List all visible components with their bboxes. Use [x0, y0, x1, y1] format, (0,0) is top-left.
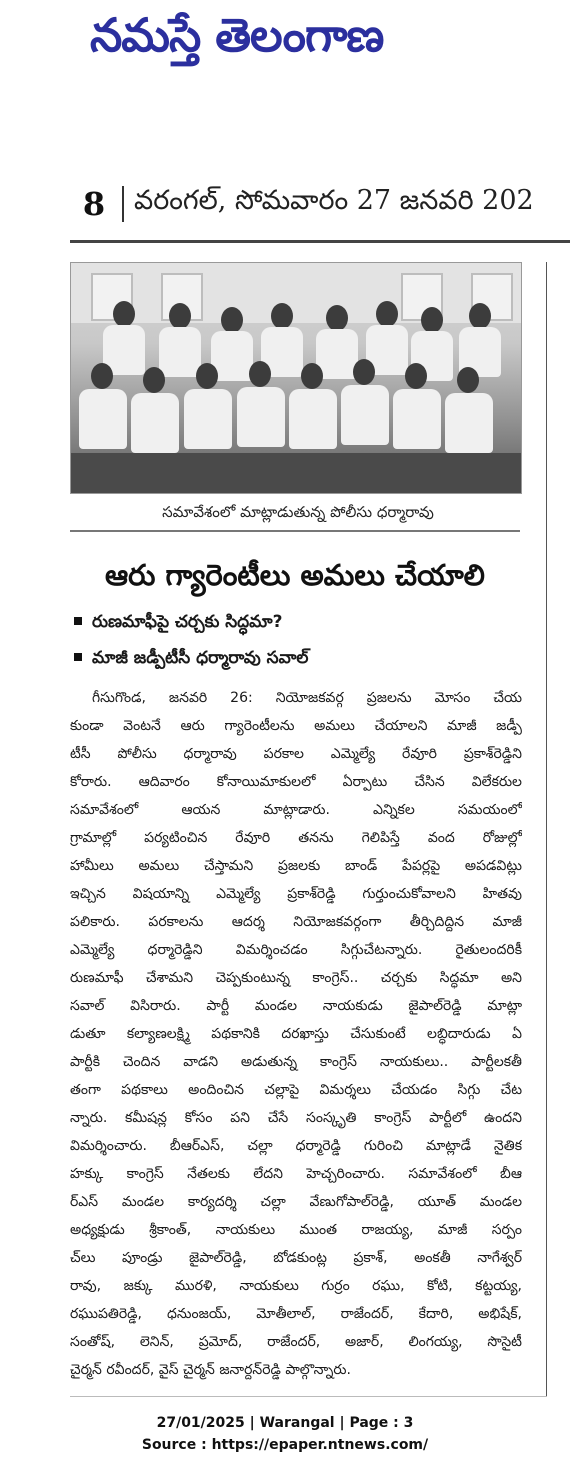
article-line: కుండా వెంటనే ఆరు గ్యారెంటీలను అమలు చేయాలని మాజీ జడ్పీ [70, 718, 522, 734]
article-line: న్నారు. కమీషన్ల కోసం పని చేసే సంస్కృతి కాంగ్రెస్ పార్టీలో ఉందని [70, 1110, 522, 1126]
article-line: విమర్శించారు. బీఆర్‌ఎస్, చల్లా ధర్మారెడ్డి గురించి మాట్లాడే నైతిక [70, 1138, 522, 1154]
article-line: టీసీ పోలీసు ధర్మారావు పరకాల ఎమ్మెల్యే రేవూరి ప్రకాశ్‌రెడ్డిని [70, 746, 522, 762]
article-line: పార్టీకి చెందిన వాడని అడుతున్న కాంగ్రెస్ నాయకులు.. పార్టీలకతీ [70, 1054, 522, 1070]
bullet-square-icon [74, 617, 82, 625]
column-rule [546, 262, 547, 1397]
footer-source-line: Source : https://epaper.ntnews.com/ [141, 1437, 429, 1453]
news-photo [70, 262, 522, 494]
article-line: రఘుపతిరెడ్డి, ధనుంజయ్, మోతీలాల్, రాజేందర్, కేదారి, అభిషేక్, [70, 1306, 522, 1322]
article-line: చ్‌లు పూండ్రు జైపాల్‌రెడ్డి, బోడకుంట్ల ప్రకాశ్, అంకతీ నాగేశ్వర్ [70, 1250, 522, 1266]
person-shirt [79, 389, 127, 449]
person-head [169, 303, 191, 329]
article-headline: ఆరు గ్యారెంటీలు అమలు చేయాలి [105, 558, 485, 592]
article-line: అధ్యక్షుడు శ్రీకాంత్, నాయకులు ముంత రాజయ్య, మాజీ సర్పం [70, 1222, 522, 1238]
article-line: రుణమాఫీ చేశామని చెప్పకుంటున్న కాంగ్రెస్.. చర్చకు సిద్ధమా అని [70, 970, 522, 986]
bottom-rule [70, 1396, 547, 1397]
article-line: ఇచ్చిన విషయాన్ని ఎమ్మెల్యే ప్రకాశ్‌రెడ్డి గుర్తుంచుకోవాలని హితవు [70, 886, 522, 902]
article-line: గీసుగొండ, జనవరి 26: నియోజకవర్గ ప్రజలను మోసం చేయ [92, 690, 522, 706]
article-line: ర్‌ఎస్ మండల కార్యదర్శి చల్లా వేణుగోపాల్‌రెడ్డి, యూత్ మండల [70, 1194, 522, 1210]
person-head [271, 303, 293, 329]
person-head [353, 359, 375, 385]
article-line: సమావేశంలో ఆయన మాట్లాడారు. ఎన్నికల సమయంలో [70, 802, 522, 818]
person-head [91, 363, 113, 389]
article-line: పలికారు. పరకాలను ఆదర్శ నియోజకవర్గంగా తీర్చిదిద్దిన మాజీ [70, 914, 522, 930]
person-head [113, 301, 135, 327]
article-line: తంగా పథకాలు అందించిన చల్లాపై విమర్శలు చేయడం సిగ్గు చేట [70, 1082, 522, 1098]
person-shirt [131, 393, 179, 453]
article-line: హామీలు అమలు చేస్తామని ప్రజలకు బాండ్ పేపర్లపై అపడవిట్లు [70, 858, 522, 874]
person-head [221, 307, 243, 333]
photo-floor [71, 453, 521, 493]
article-line: సంతోష్, లెనిన్, ప్రమోద్, రాజేందర్, అజార్, లింగయ్య, సొసైటీ [70, 1334, 522, 1350]
page-number: 8 [82, 185, 106, 223]
person-head [405, 363, 427, 389]
article-bullet [72, 608, 512, 636]
person-shirt [184, 389, 232, 449]
person-head [143, 367, 165, 393]
source-footer [0, 1412, 570, 1456]
person-head [421, 307, 443, 333]
photo-wall [71, 263, 521, 323]
person-shirt [237, 387, 285, 447]
article-bullet [72, 644, 512, 672]
bullet-text: రుణమాఫీపై చర్చకు సిద్ధమా? [92, 612, 283, 632]
caption-rule [70, 530, 520, 532]
article-body [70, 684, 522, 1384]
article-line: సవాల్ విసిరారు. పార్టీ మండల నాయకుడు జైపాల్‌రెడ్డి మాట్లా [70, 998, 522, 1014]
newspaper-masthead: నమస్తే తెలంగాణ [90, 8, 384, 62]
header-rule [70, 240, 570, 243]
person-shirt [289, 389, 337, 449]
person-head [326, 305, 348, 331]
article-line: గ్రామాల్లో పర్యటించిన రేవూరి తనను గెలిపిస్తే వంద రోజుల్లో [70, 830, 522, 846]
article-line: హక్కు కాంగ్రెస్ నేతలకు లేదని హెచ్చరించారు. సమావేశంలో బీఆ [70, 1166, 522, 1182]
person-head [196, 363, 218, 389]
person-head [469, 303, 491, 329]
person-shirt [445, 393, 493, 453]
dateline-text: వరంగల్, సోమవారం 27 జనవరి 202 [134, 185, 534, 216]
person-shirt [159, 327, 201, 377]
person-head [301, 363, 323, 389]
person-head [249, 361, 271, 387]
article-line: డుతూ కల్యాణలక్ష్మి పథకానికి దరఖాస్తు చేసుకుంటే లబ్ధిదారుడు ఏ [70, 1026, 522, 1042]
article-line: చైర్మన్ రవీందర్, వైస్ చైర్మన్ జనార్దన్‌రెడ్డి పాల్గొన్నారు. [70, 1362, 351, 1378]
person-shirt [393, 389, 441, 449]
photo-caption: సమావేశంలో మాట్లాడుతున్న పోలీసు ధర్మారావు [162, 503, 434, 521]
footer-date-line: 27/01/2025 | Warangal | Page : 3 [156, 1415, 414, 1431]
article-line: ఎమ్మెల్యే ధర్మారెడ్డిని విమర్శించడం సిగ్గుచేటన్నారు. రైతులందరికీ [70, 942, 522, 958]
dateline [70, 178, 570, 230]
person-head [376, 301, 398, 327]
bullet-text: మాజీ జడ్పీటీసీ ధర్మారావు సవాల్ [92, 648, 309, 668]
article-line: కోరారు. ఆదివారం కోనాయిమాకులలో ఏర్పాటు చేసిన విలేకరుల [70, 774, 522, 790]
divider [122, 186, 124, 222]
bullet-square-icon [74, 653, 82, 661]
person-head [457, 367, 479, 393]
article-line: రావు, జక్కు మురళి, నాయకులు గుర్రం రఘు, కోటి, కట్టయ్య, [70, 1278, 522, 1294]
person-shirt [341, 385, 389, 445]
